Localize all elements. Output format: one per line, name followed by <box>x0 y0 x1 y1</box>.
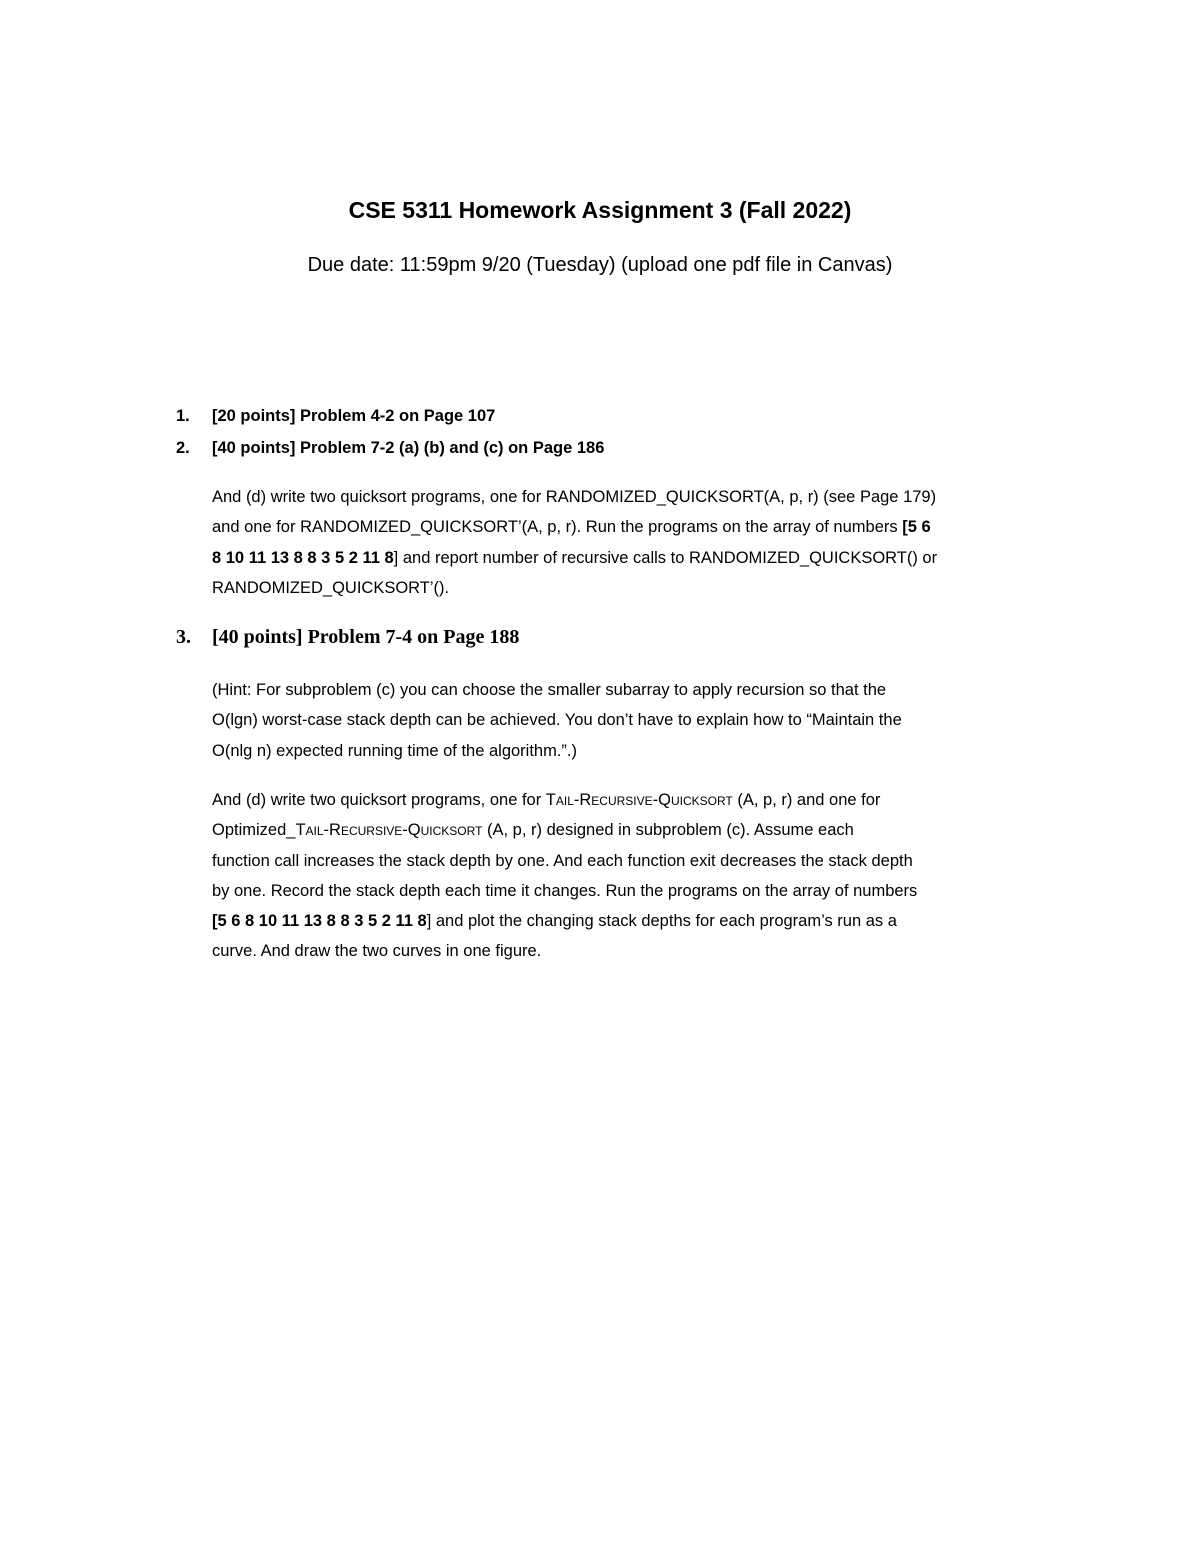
text-run: And (d) write two quicksort programs, one for <box>212 791 546 809</box>
small-caps-run: Tail-Recursive-Quicksort <box>295 821 483 840</box>
problem-item-1 <box>176 405 495 427</box>
problem-3-paragraph <box>212 785 1072 967</box>
paragraph-line: function call increases the stack depth by one. And each function exit decreases the stack depth <box>212 851 913 870</box>
problem-item-3 <box>176 626 519 648</box>
paragraph-line: O(nlg n) expected running time of the algorithm.”.) <box>212 741 578 760</box>
problem-3-hint <box>212 675 1072 766</box>
paragraph-line <box>212 906 1072 936</box>
paragraph-line: RANDOMIZED_QUICKSORT’(). <box>212 578 450 597</box>
problem-2-paragraph <box>212 482 1072 603</box>
paragraph-line: And (d) write two quicksort programs, one for RANDOMIZED_QUICKSORT(A, p, r) (see Page 179) <box>212 488 937 506</box>
problem-text: [40 points] Problem 7-4 on Page 188 <box>212 626 520 648</box>
problem-number: 2. <box>176 439 190 457</box>
text-run: and one for RANDOMIZED_QUICKSORT’(A, p, r). Run the programs on the array of numbers <box>212 518 903 537</box>
document-title: CSE 5311 Homework Assignment 3 (Fall 2022) <box>348 197 852 223</box>
paragraph-line <box>212 512 1072 542</box>
paragraph-line: by one. Record the stack depth each time it changes. Run the programs on the array of numbers <box>212 881 918 900</box>
paragraph-line: (Hint: For subproblem (c) you can choose the smaller subarray to apply recursion so that the <box>212 681 887 699</box>
text-run: (A, p, r) designed in subproblem (c). Assume each <box>482 821 854 840</box>
text-run: ] and report number of recursive calls to RANDOMIZED_QUICKSORT() or <box>393 548 938 567</box>
array-values-bold: 8 10 11 13 8 8 3 5 2 11 8 <box>212 548 394 567</box>
small-caps-run: Tail-Recursive-Quicksort <box>545 791 733 809</box>
array-values-bold: [5 6 8 10 11 13 8 8 3 5 2 11 8 <box>212 912 427 931</box>
paragraph-line: curve. And draw the two curves in one figure. <box>212 942 542 961</box>
due-date: Due date: 11:59pm 9/20 (Tuesday) (upload one pdf file in Canvas) <box>307 254 893 276</box>
paragraph-line <box>212 815 1072 845</box>
paragraph-line: O(lgn) worst-case stack depth can be achieved. You don’t have to explain how to “Maintain the <box>212 711 902 730</box>
problem-item-2 <box>176 437 604 459</box>
problem-text: [20 points] Problem 4-2 on Page 107 <box>212 407 496 425</box>
problem-text: [40 points] Problem 7-2 (a) (b) and (c) on Page 186 <box>212 439 605 457</box>
problem-number: 3. <box>176 626 191 648</box>
array-values-bold: [5 6 <box>902 518 931 537</box>
paragraph-line <box>212 785 1072 815</box>
problem-number: 1. <box>176 407 190 425</box>
paragraph-line <box>212 543 1072 573</box>
text-run: Optimized_ <box>212 821 296 840</box>
text-run: (A, p, r) and one for <box>732 791 881 809</box>
text-run: ] and plot the changing stack depths for each program’s run as a <box>426 912 897 931</box>
